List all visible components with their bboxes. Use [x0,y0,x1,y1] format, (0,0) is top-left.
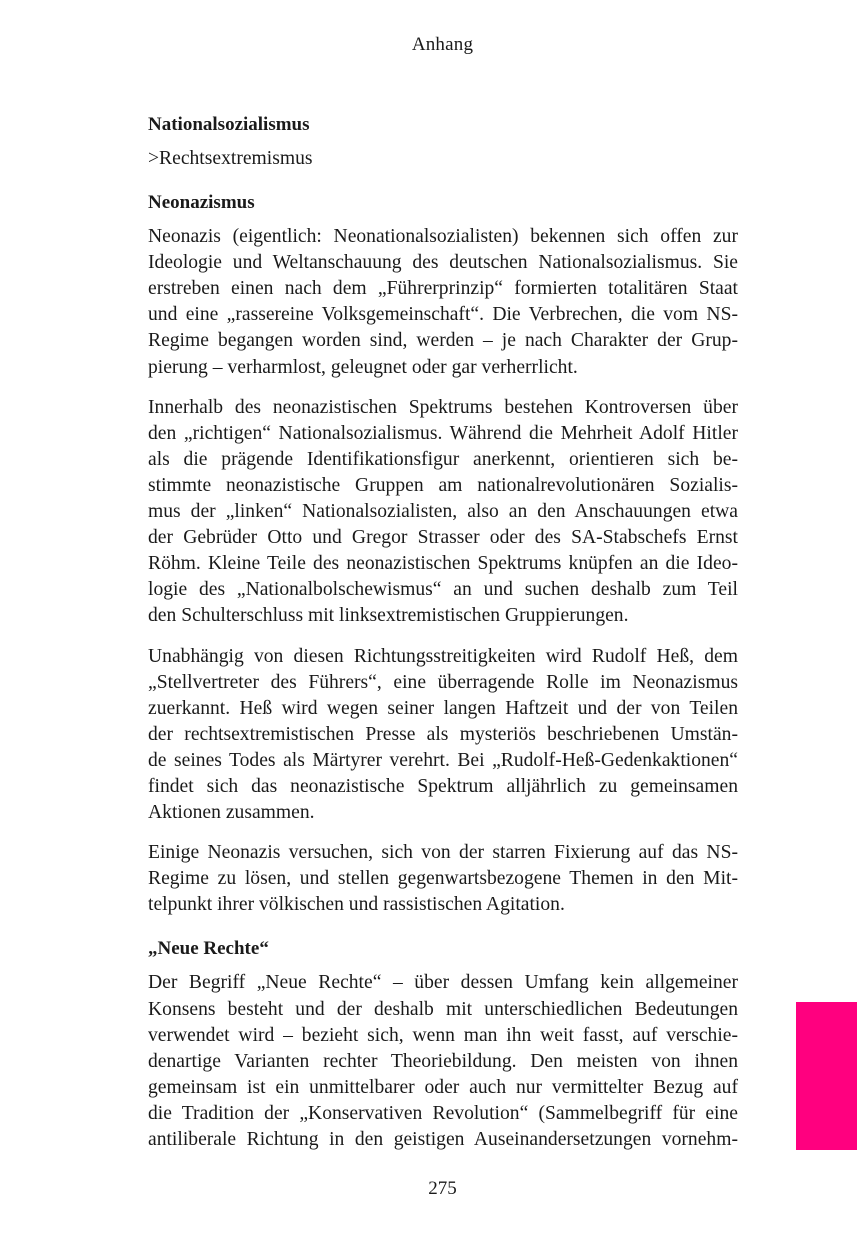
paragraph [148,395,738,630]
cross-reference [148,146,738,172]
text-line: de seines Todes als Märtyrer verehrt. Bei „Rudolf-Heß-Gedenkaktionen“ [148,749,738,771]
text-line: Aktionen zusammen. [148,802,315,824]
text-line: stimmte neonazistische Gruppen am nationalrevolutionären Sozialis- [148,474,738,496]
text-line: Einige Neonazis versuchen, sich von der starren Fixierung auf das NS- [148,842,738,864]
text-line: Unabhängig von diesen Richtungsstreitigkeiten wird Rudolf Heß, dem [148,645,738,667]
text-line: zuerkannt. Heß wird wegen seiner langen Haftzeit und der von Teilen [148,697,738,719]
text-line: Ideologie und Weltanschauung des deutschen Nationalsozialismus. Sie [148,252,738,274]
text-line: den „richtigen“ Nationalsozialismus. Während die Mehrheit Adolf Hitler [148,422,738,444]
chapter-tab-marker [796,1002,857,1150]
page-number: 275 [428,1178,457,1199]
paragraph [148,840,738,918]
text-line: Konsens besteht und der deshalb mit unterschiedlichen Bedeutungen [148,998,738,1020]
running-header: Anhang [411,34,474,55]
text-line: und eine „rassereine Volksgemeinschaft“. Die Verbrechen, die vom NS- [148,304,738,326]
text-line: verwendet wird – bezieht sich, wenn man ihn weit fasst, auf verschie- [148,1024,738,1046]
text-line: antiliberale Richtung in den geistigen Auseinandersetzungen vornehm- [148,1129,738,1150]
paragraph [148,224,738,381]
text-line: Röhm. Kleine Teile des neonazistischen Spektrums knüpfen an die Ideo- [148,553,738,575]
text-line: Innerhalb des neonazistischen Spektrums bestehen Kontroversen über [148,396,738,418]
text-line: der rechtsextremistischen Presse als mysteriös beschriebenen Umstän- [148,723,738,745]
text-line: denartige Varianten rechter Theoriebildung. Den meisten von ihnen [148,1050,738,1072]
text-line: gemeinsam ist ein unmittelbarer oder auch nur vermittelter Bezug auf [148,1076,738,1098]
text-line: telpunkt ihrer völkischen und rassistischen Agitation. [148,894,565,916]
text-line: logie des „Nationalbolschewismus“ an und suchen deshalb zum Teil [148,579,738,601]
text-line: die Tradition der „Konservativen Revolution“ (Sammelbegriff für eine [148,1102,738,1124]
paragraph [148,970,738,1153]
text-line: Regime zu lösen, und stellen gegenwartsbezogene Themen in den Mit- [148,868,738,890]
cross-reference-text: >Rechtsextremismus [148,148,313,169]
text-line: als die prägende Identifikationsfigur anerkennt, orientieren sich be- [148,448,738,470]
section-heading-nationalsozialismus: Nationalsozialismus [148,114,310,135]
paragraph [148,644,738,827]
text-line: Neonazis (eigentlich: Neonationalsozialisten) bekennen sich offen zur [148,226,738,248]
section-heading-neonazismus: Neonazismus [148,192,255,214]
text-line: findet sich das neonazistische Spektrum alljährlich zu gemeinsamen [148,775,738,797]
text-line: den Schulterschluss mit linksextremistischen Gruppierungen. [148,605,629,627]
page-body [148,114,738,1153]
text-line: Der Begriff „Neue Rechte“ – über dessen Umfang kein allgemeiner [148,972,738,994]
text-line: Regime begangen worden sind, werden – je nach Charakter der Grup- [148,330,738,352]
text-line: erstreben einen nach dem „Führerprinzip“ formierten totalitären Staat [148,278,738,300]
text-line: „Stellvertreter des Führers“, eine überragende Rolle im Neonazismus [148,671,738,693]
section-heading-neue-rechte: „Neue Rechte“ [148,938,269,960]
text-line: pierung – verharmlost, geleugnet oder gar verherrlicht. [148,356,578,378]
text-line: mus der „linken“ Nationalsozialisten, also an den Anschauungen etwa [148,501,738,523]
text-line: der Gebrüder Otto und Gregor Strasser oder des SA-Stabschefs Ernst [148,527,738,549]
